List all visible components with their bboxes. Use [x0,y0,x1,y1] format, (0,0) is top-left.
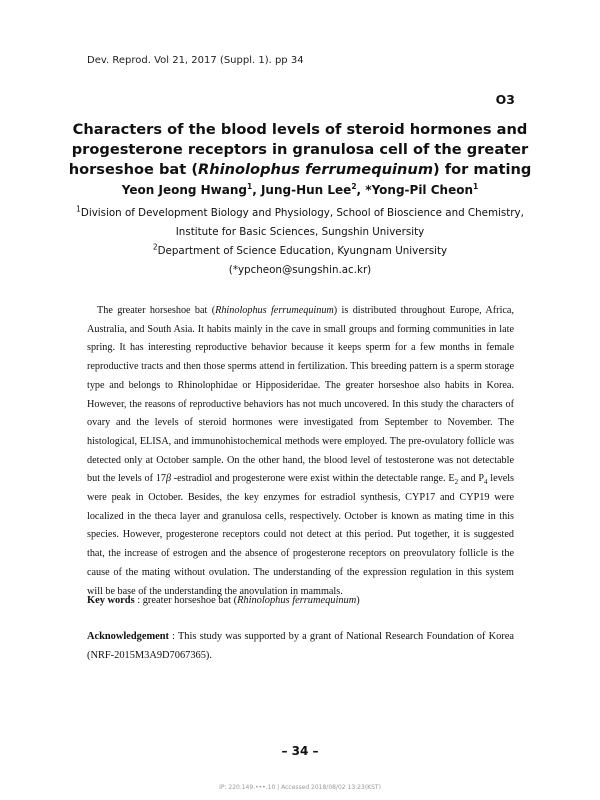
keywords-text: greater horseshoe bat ( [142,595,238,606]
author-separator: , [356,183,366,197]
acknowledgement-text: This study was supported by a grant of National Research Foundation of Korea (NRF-2015M3A9D7067365). [87,631,514,661]
journal-citation: Dev. Reprod. Vol 21, 2017 (Suppl. 1). pp 34 [87,55,304,66]
author-name: Jung-Hun Lee [260,183,352,197]
acknowledgement-label: Acknowledgement [87,631,169,642]
title-part-2: ) for mating [433,161,532,178]
author-affil-mark: 1 [247,182,253,191]
page-number: – 34 – [281,744,319,758]
keywords-text-end: ) [356,595,360,606]
author-affil-mark: 1 [473,182,479,191]
abstract-species: Rhinolophus ferrumequinum [215,305,334,316]
abstract-text: ) is distributed throughout Europe, Africa, Australia, and South Asia. It habits mainly in the cave in small groups and forming communities in late spring. It has interesting reproductive behavior because it keeps sperm for a few months in female reproductive tracts and then those sperms attend in fertilization. This breeding pattern is a sperm storage type and belongs to Rhinolophidae or Hipposideridae. The greater horseshoe also habits in Korea. However, the reasons of reproductive behaviors has not much uncovered. In this study the characters of ovary and the levels of steroid hormones were investigated from September to November. The histological, ELISA, and immunohistochemical methods were employed. The pre-ovulatory follicle was detected only at October sample. On the other hand, the blood level of testosterone was not detectable but the levels of 17 [87,305,514,485]
author-list [60,183,540,197]
affiliation-1-line-2: Institute for Basic Sciences, Sungshin University [175,226,425,238]
keywords-label: Key words [87,595,135,606]
corresponding-email: (*ypcheon@sungshin.ac.kr) [228,264,372,276]
abstract-text: -estradiol and progesterone were exist within the detectable range. E [171,473,455,485]
title-species: Rhinolophus ferrumequinum [198,161,434,178]
author-name: Yeon Jeong Hwang [121,183,247,197]
abstract-code: O3 [495,92,515,107]
affil-mark: 1 [76,204,81,214]
acknowledgement-separator: : [168,631,178,642]
abstract-text: levels were peak in October. Besides, the key enzymes for estradiol synthesis, CYP17 and CYP19 were localized in the theca layer and granulosa cells, respectively. October is known as mating time in this species. However, progesterone receptors could not detect at this period. Put together, it is suggested that, the increase of estrogen and the absence of progesterone receptors on preovulatory follicle is the cause of the mating without ovulation. The understanding of the expression regulation in this system will be base of the understanding the anovulation in mammals. [87,473,515,597]
keywords-species: Rhinolophus ferrumequinum [237,595,357,606]
abstract-text: The greater horseshoe bat ( [97,305,216,316]
keywords-separator: : [134,595,143,606]
affil-mark: 2 [152,242,158,252]
author-separator: , [252,183,261,197]
affil-text: Division of Development Biology and Physiology, School of Bioscience and Chemistry, [80,207,524,219]
abstract-paragraph [87,302,514,601]
subscript-2: 2 [454,478,459,487]
subscript-4: 4 [483,478,488,487]
affil-text: Department of Science Education, Kyungnam University [157,245,448,257]
keywords [87,592,514,610]
author-name: *Yong-Pil Cheon [365,183,473,197]
abstract-body [87,302,514,601]
affiliation-1-line-1 [60,204,540,223]
affiliations [60,204,540,280]
beta-symbol: β [165,473,172,485]
abstract-text: and P [458,473,484,485]
affiliation-2 [60,242,540,261]
paper-title [60,120,540,180]
access-footer: IP: 220.149.•••.10 | Accessed 2018/08/02 13:23(KST) [219,784,381,791]
acknowledgement [87,628,514,665]
author-affil-mark: 2 [351,182,357,191]
title-part-1: Characters of the blood levels of steroid hormones and progesterone receptors in granulosa cell of the greater horseshoe bat ( [68,121,529,178]
